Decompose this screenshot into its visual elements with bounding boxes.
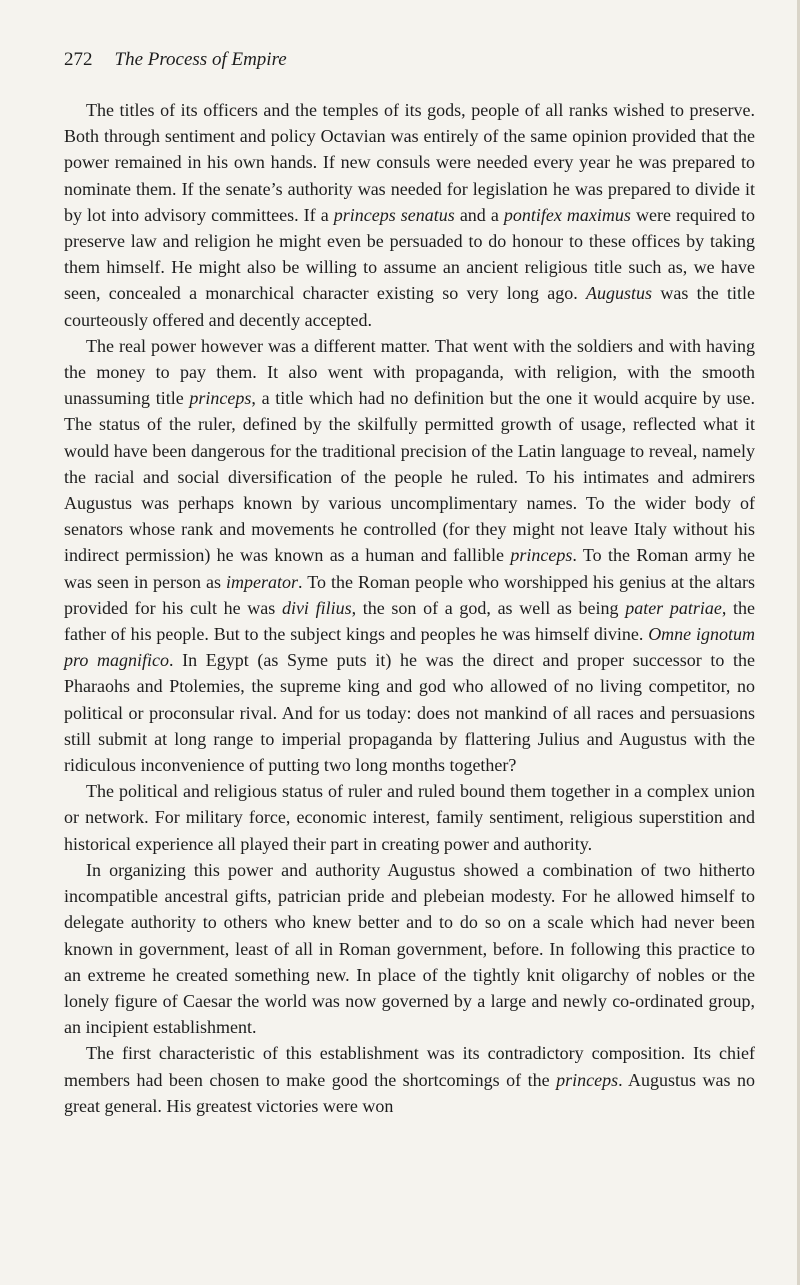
italic-term: princeps senatus: [333, 204, 455, 225]
italic-term: princeps: [510, 545, 573, 566]
italic-term: imperator: [226, 571, 299, 592]
paragraph: [64, 1040, 755, 1119]
paragraph: [64, 778, 755, 857]
text-run: In organizing this power and authority Augustus showed a combination of two hitherto incompatible ancestral gifts, patrician pride and plebeian modesty. For he allowed himself to delegate authority to others who knew better and to do so on a scale which had never been known in government, least of all in Roman government, before. In following this practice to an extreme he created something new. In place of the tightly knit oligarchy of nobles or the lonely figure of Caesar the world was now governed by a large and newly co-ordinated group, an incipient establishment.: [64, 859, 755, 1038]
text-run: , the father of his people. But to the subject kings and peoples he was himself divine.: [64, 597, 755, 645]
book-title: The Process of Empire: [114, 49, 287, 70]
text-run: , a title which had no definition but the one it would acquire by use. The status of the ruler, defined by the skilfully permitted growth of usage, reflected what it would have been dangerous for the traditional precision of the Latin language to reveal, namely the racial and social diversification of the people he ruled. To his intimates and admirers Augustus was perhaps known by various uncomplimentary names. To the wider body of senators whose rank and movements he controlled (for they might not leave Italy without his indirect permission) he was known as a human and fallible: [64, 388, 755, 566]
text-run: . Augustus was no great general. His greatest victories were won: [64, 1069, 756, 1116]
text-run: was the title courteously offered and decently accepted.: [64, 283, 755, 330]
body-text: [64, 97, 755, 1119]
text-run: , the son of a god, as well as being: [351, 597, 626, 618]
text-run: The first characteristic of this establishment was its contradictory composition. Its chief members had been chosen to make good the shortcomings of the: [64, 1043, 755, 1090]
text-run: The political and religious status of ruler and ruled bound them together in a complex union or network. For military force, economic interest, family sentiment, religious superstition and historical experience all played their part in creating power and authority.: [64, 781, 755, 854]
paragraph: [64, 333, 755, 778]
italic-term: pater patriae: [625, 597, 722, 618]
paragraph: [64, 857, 755, 1040]
text-run: and a: [454, 204, 504, 225]
text-run: The real power however was a different matter. That went with the soldiers and with having the money to pay them. It also went with propaganda, with religion, with the smooth unassuming title: [64, 335, 755, 409]
page-number: 272: [64, 49, 93, 70]
paragraph: [64, 97, 755, 333]
italic-term: Augustus: [586, 283, 653, 304]
italic-term: pontifex maximus: [503, 204, 631, 225]
text-run: The titles of its officers and the temples of its gods, people of all ranks wished to preserve. Both through sentiment and policy Octavian was entirely of the same opinion provided that the power remained in his own hands. If new consuls were needed every year he was prepared to nominate them. If the senate’s authority was needed for legislation he was prepared to divide it by lot into advisory committees. If a: [64, 100, 755, 225]
text-run: . In Egypt (as Syme puts it) he was the direct and proper successor to the Pharaohs and Ptolemies, the supreme king and god who allowed of no living competitor, no political or proconsular rival. And for us today: does not mankind of all races and persuasions still submit at long range to imperial propaganda by flattering Julius and Augustus with the ridiculous inconvenience of putting two long months together?: [64, 650, 756, 776]
italic-term: princeps: [189, 388, 252, 409]
running-head: [64, 48, 287, 72]
italic-term: princeps: [556, 1069, 619, 1090]
italic-term: divi filius: [281, 597, 352, 618]
text-run: were required to preserve law and religion he might even be persuaded to do honour to these offices by taking them himself. He might also be willing to assume an ancient religious title such as, we have seen, concealed a monarchical character existing so very long ago.: [64, 204, 755, 304]
text-run: . To the Roman army he was seen in person as: [64, 545, 756, 592]
italic-term: Omne ignotum pro magnifico: [64, 624, 755, 671]
text-run: . To the Roman people who worshipped his genius at the altars provided for his cult he was: [64, 571, 755, 618]
